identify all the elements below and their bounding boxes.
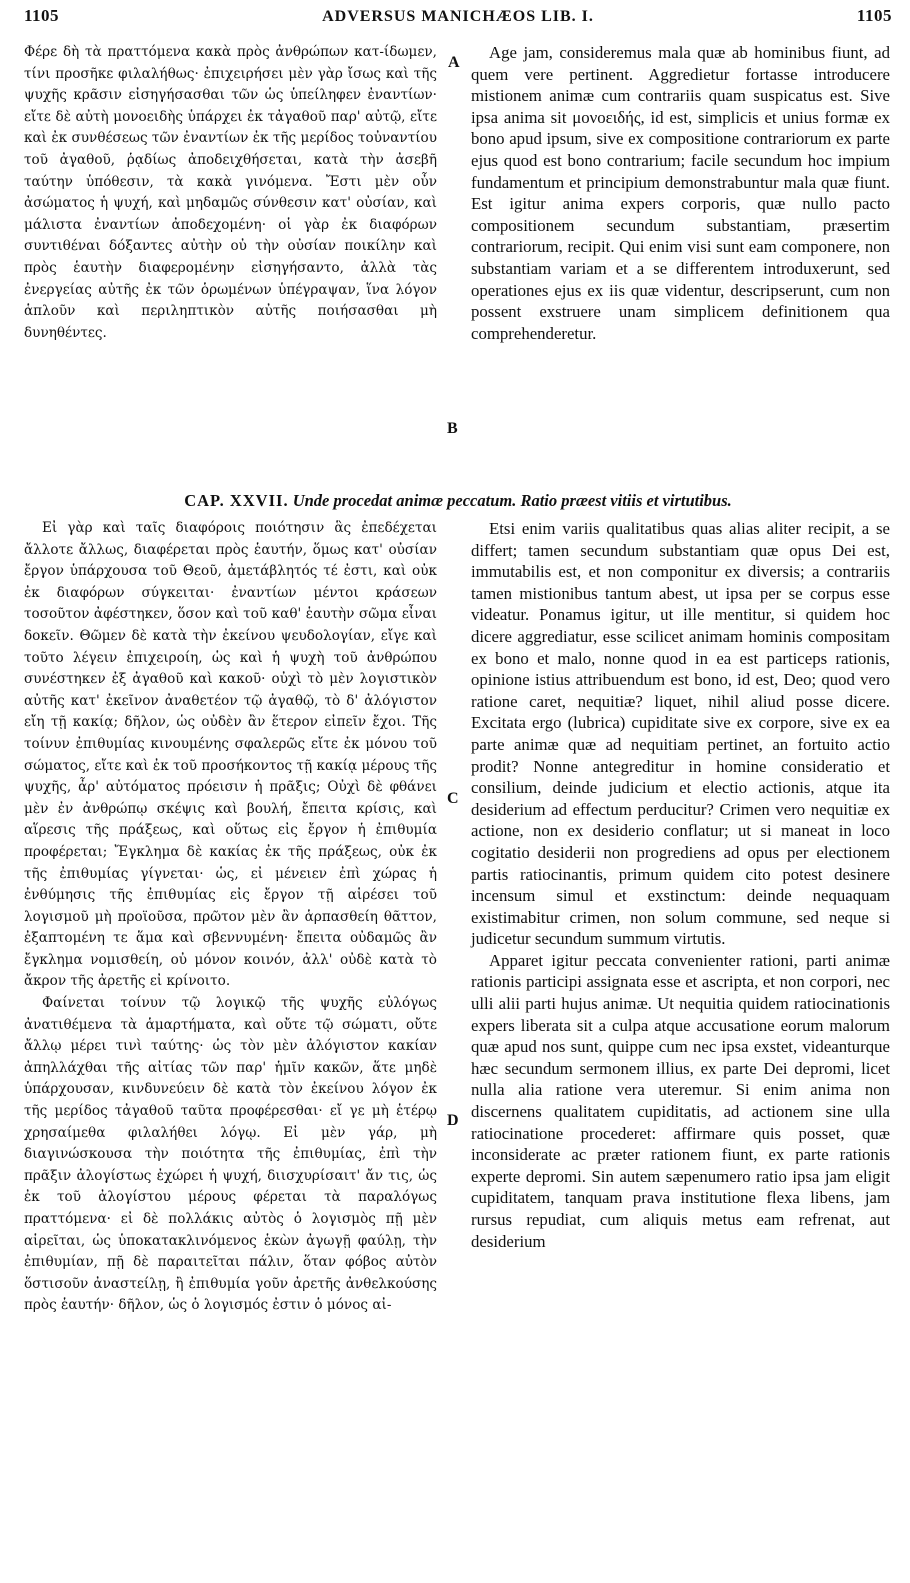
latin-paragraph: Age jam, consideremus mala quæ ab hominibus fiunt, ad quem vere pertinent. Aggredietur fortasse introducere mistionem animæ cum contrariis quam suspicatus est. Sive ipsa anima sit μονοειδής, id est, simplicis et unius formæ ex bono apud ipsum, sive ex compositione contrariorum ex parte ejus quod est bono contrarium; facile secundum hoc impium fundamentum et principium demonstrabuntur mala quæ fiunt. Est igitur anima expers corporis, quæ nullo pacto compositionem secundum substantiam, præsertim contrariorum, recipit. Qui enim visi sunt eam componere, non substantiam variam et a se differentem introduxerunt, sed operationes ejus ex iis quæ videntur, descripserunt, cum non possent exstruere unam simplicem definitionem qua comprehenderetur. [471,43,890,343]
greek-paragraph-2: Φαίνεται τοίνυν τῷ λογικῷ τῆς ψυχῆς εὐλόγως ἀνατιθέμενα τὰ ἁμαρτήματα, καὶ οὔτε τῷ σώματι, οὔτε ἄλλῳ μέρει τινὶ ταύτης· ὡς τὸν μὲν ἀλόγιστον κακίαν ἀπηλλάχθαι τῆς αἰτίας τῶν παρ' ἡμῖν κακῶν, ἅτε μηδὲ ὑπάρχουσαν, κινδυνεύειν δὲ κατὰ τὸν ἐκείνου λόγον ἐκ τῆς μερίδος τἀγαθοῦ ταῦτα προφέρεσθαι· εἴ γε μὴ ἑτέρῳ χρησαίμεθα φιλαλήθει λόγῳ. Εἰ μὲν γάρ, μὴ διαγινώσκουσα τὴν ποιότητα τῆς ἐπιθυμίας, ἐπὶ τὴν πρᾶξιν ἀλογίστως ἐχώρει ἡ ψυχή, διισχυρίσαιτ' ἄν τις, ὡς ἐκ τοῦ ἀλογίστου μέρους φέρεται τὰ παραλόγως πραττόμενα· εἰ δὲ πολλάκις αὐτὸς ὁ λογισμὸς πῇ μὲν αἱρεῖται, ὡς ὑποκατακλινόμενος ἑκὼν ἀγωγῇ φαύλῃ, τὴν ἐπιθυμίαν, πῇ δὲ παραιτεῖται πάλιν, ὅταν φόβος αὐτὸν ὅστισοῦν ἀναστείλῃ, ἢ ἐπιθυμία γοῦν ἀρετῆς ἀνθελκούσης πρὸς ἑαυτήν· δῆλον, ὡς ὁ λογισμός ἐστιν ὁ μόνος αἰ- [24,995,437,1314]
latin-paragraph-2: Apparet igitur peccata convenienter rationi, parti animæ rationis participi assignata esse et ascripta, et non corpori, nec ulli alii parti hujus animæ. Ut nequitia quidem ratiocinationis expers liberata sit a culpa atque accusatione eorum malorum quæ apud nos sunt, quippe cum nec ipsa exstet, videanturque hæc secundum sermonem illius, ex parte Dei depromi, licet nulla alia ratione vera uteremur. Si enim anima non discernens qualitatem cupiditatis, ad actionem sine ulla ratiocinatione procederet: affirmare quis posset, quæ inconsiderate ac præter rationem fiunt, ex parte rationis experte depromi. Sin autem sæpenumero ratio ipsa jam eligit cupiditatem, tanquam prava institutione flexa libens, jam rursus repudiat, cum aliquis metus eam refrenat, aut desiderium [471,950,890,1251]
chapter-number: CAP. XXVII. [184,491,289,510]
page-number-right: 1105 [856,6,892,25]
margin-marker-c: C [447,790,459,807]
greek-paragraph: Φέρε δὴ τὰ πραττόμενα κακὰ πρὸς ἀνθρώπων κατ-ίδωμεν, τίνι προσῆκε φιλαλήθως· ἐπιχειρήσει μὲν γὰρ ἴσως καὶ τῆς ψυχῆς κρᾶσιν εἰσηγήσασθαι τῶν ὡς ὑπείληφεν ἐναντίων· εἴτε δὲ αὐτὴ μονοειδὴς ὑπάρχει ἐκ τἀγαθοῦ παρ' αὐτῷ, εἴτε καὶ ἐκ συνθέσεως τῶν ἐναντίων ἐκ τῆς μερίδος τοὐναντίου τοῦ ἀγαθοῦ, ῥᾳδίως ἀποδειχθήσεται, κατὰ τὴν ἀσεβῆ ταύτην ὑπόθεσιν, τὰ κακὰ γινόμενα. Ἔστι μὲν οὖν ἀσώματος ἡ ψυχή, καὶ μηδαμῶς σύνθεσιν κατ' οὐσίαν, καὶ μάλιστα ἐναντίων ἀποδεχομένη· οἱ γὰρ ἐκ διαφόρων συντιθέναι δόξαντες αὐτὴν οὐ τὴν οὐσίαν ποικίλην καὶ πρὸς ἑαυτὴν διαφερομένην εἰσηγήσαντο, ἀλλὰ τὰς ἐνεργείας αὐτῆς ἐκ τῶν ὁρωμένων ὑπέγραψαν, ἵνα λόγον ἁπλοῦν καὶ περιληπτικὸν αὐτῆς ποιήσασθαι μὴ δυνηθέντες. [24,44,437,341]
page-number-left: 1105 [24,6,60,25]
page-header [24,6,892,36]
greek-column-1 [24,42,449,482]
running-title: ADVERSUS MANICHÆOS LIB. I. [322,8,594,25]
section-1 [24,42,892,482]
chapter-heading [24,486,892,516]
latin-column-2 [449,518,890,1317]
greek-column-2 [24,518,449,1317]
section-2 [24,518,892,1317]
margin-marker-a: A [448,54,460,71]
latin-paragraph-1: Etsi enim variis qualitatibus quas alias aliter recipit, a se differt; tamen secundum substantiam quæ opus Dei est, immutabilis est, et non componitur ex diversis; a contrariis tamen mistionibus tantum abest, ut ipsa per se corpus esse videatur. Ponamus igitur, ut ille mentitur, si quidem hoc dicere aggrediatur, esse scilicet animam hominis compositam ex bono et malo, nonne quod in ea est particeps rationis, opinione istius attribuendum est bono, id est, Deo; quod vero ratione caret, nequitiæ? liquet, nihil aliud posse dicere. Excitata ergo (lubrica) cupiditate sive ex corpore, sive ex ea parte animæ quæ ad nequitiam pertinet, an fortuito actio prodit? Nonne antegreditur in homine consideratio et consilium, deinde judicium et electio actionis, atque ita desiderium ad effectum perducitur? Crimen vero nequitiæ ex actione, non ex desiderio conflatur; ut si maneat in loco cogitatio desiderii non progrediens ad opus per electionem partis ratiocinantis, primum quidem cito potest desinere incensum simul et exstinctum: deinde nequaquam existimabitur crimen, non solum commune, sed neque si judicetur secundum summum virtutis. [471,519,890,949]
greek-paragraph-1: Εἰ γὰρ καὶ ταῖς διαφόροις ποιότησιν ἃς ἐπεδέχεται ἄλλοτε ἄλλως, διαφέρεται πρὸς ἑαυτήν, ὅμως κατ' οὐσίαν ἔργον ὑπάρχουσα τοῦ Θεοῦ, ἀμετάβλητός τέ ἐστι, καὶ οὐκ ἐκ διαφόρων σύγκειται· ἐναντίων μέντοι κράσεων τοσοῦτον ἀφέστηκεν, ὅσον καὶ τοῦ καθ' ἑαυτὴν σῶμα εἶναι δοκεῖν. Θῶμεν δὲ κατὰ τὴν ἐκείνου ψευδολογίαν, εἴγε καὶ τοῦτο λέγειν ἐπιχειροίη, ὡς καὶ ἡ ψυχὴ τοῦ ἀνθρώπου συνέστηκεν ἐξ ἀγαθοῦ καὶ κακοῦ· οὐχὶ τὸ μὲν λογιστικὸν αὐτῆς κατ' ἐκεῖνον ἀναθετέον τῷ ἀγαθῷ, τὸ δ' ἀλόγιστον εἴη τῇ κακίᾳ; δῆλον, ὡς οὐδὲν ἂν ἕτερον εἰπεῖν ἔχοι. Τῆς τοίνυν ἐπιθυμίας κινουμένης σφαλερῶς εἴτε ἐκ μόνου τοῦ σώματος, εἴτε καὶ ἐκ τοῦ προσήκοντος τῇ κακίᾳ μέρους τῆς ψυχῆς, ἆρ' αὐτόματος πρόεισιν ἡ πρᾶξις; Οὐχὶ δὲ φθάνει μὲν ἐν ἀνθρώπῳ σκέψις καὶ βουλή, ἔπειτα κρίσις, καὶ αἵρεσις τῆς πράξεως, καὶ οὕτως εἰς ἔργον ἡ ἐπιθυμία προφέρεται; Ἔγκλημα δὲ κακίας ἐκ τῆς πράξεως, οὐκ ἐκ τῆς ἐπιθυμίας γίγνεται· ὡς, εἰ μένειεν ἐπὶ χώρας ἡ ἐνθύμησις τῆς ἐπιθυμίας εἰς ἔργον τῇ αἱρέσει τοῦ λογισμοῦ μὴ προϊοῦσα, πρῶτον μὲν ἂν ἁρπασθείη θᾶττον, ἐξαπτομένη τε ἅμα καὶ σβεννυμένη· ἔπειτα οὐδαμῶς ἂν ἔγκλημα νομισθείη, οὐ μόνον κοινόν, ἀλλ' οὐδὲ κατὰ τὸ ἄκρον τῆς ἀρετῆς εἰ κρίνοιτο. [24,520,437,990]
chapter-title: Unde procedat animæ peccatum. Ratio præest vitiis et virtutibus. [292,491,732,510]
margin-marker-b: B [447,420,458,437]
margin-marker-d: D [447,1112,459,1129]
latin-column-1 [449,42,890,482]
